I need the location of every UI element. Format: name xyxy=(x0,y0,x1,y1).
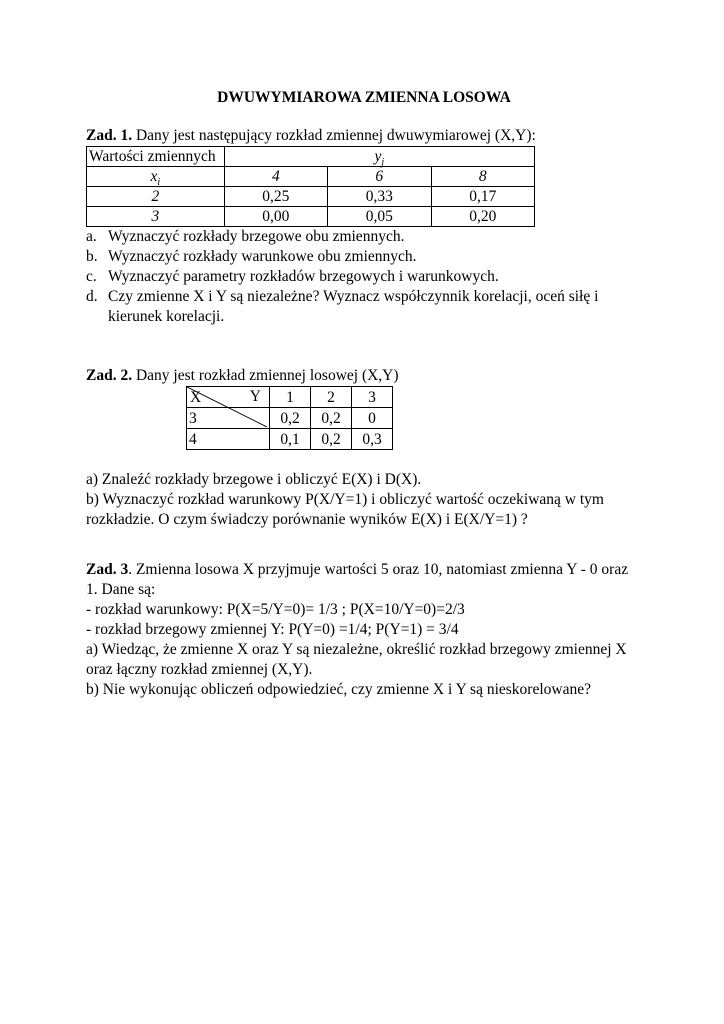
prob-cell: 0,2 xyxy=(270,408,311,429)
task-1-intro: Zad. 1. Dany jest następujący rozkład zmiennej dwuwymiarowej (X,Y): xyxy=(86,127,536,144)
y-axis-label: Y xyxy=(249,388,261,405)
prob-cell: 0,17 xyxy=(431,187,534,207)
table-corner-cell: Wartości zmiennych xyxy=(87,147,225,167)
table-row xyxy=(87,187,535,207)
task-3-line-1: - rozkład warunkowy: P(X=5/Y=0)= 1/3 ; P(X=10/Y=0)=2/3 xyxy=(86,601,465,618)
list-item: b. Wyznaczyć rozkłady warunkowe obu zmiennych. xyxy=(86,248,417,265)
y-value-cell: 1 xyxy=(270,387,311,408)
prob-cell: 0 xyxy=(352,408,393,429)
prob-cell: 0,33 xyxy=(328,187,431,207)
task-3-intro: Zad. 3. Zmienna losowa X przyjmuje wartości 5 oraz 10, natomiast zmienna Y - 0 oraz 1. Dane są: xyxy=(86,561,629,598)
table-row xyxy=(87,207,535,227)
task-2 xyxy=(86,366,642,530)
table-row xyxy=(187,429,393,450)
diagonal-header-cell xyxy=(187,387,270,408)
y-value-cell: 3 xyxy=(352,387,393,408)
task-2-part-b: b) Wyznaczyć rozkład warunkowy P(X/Y=1) i obliczyć wartość oczekiwaną w tym rozkładzie. O czym świadczy porównanie wyników E(X) i E(X/Y=1) ? xyxy=(86,491,604,528)
y-value-cell: 4 xyxy=(224,167,327,187)
x-value-cell: 3 xyxy=(187,408,270,429)
prob-cell: 0,1 xyxy=(270,429,311,450)
y-value-cell: 8 xyxy=(431,167,534,187)
prob-cell: 0,20 xyxy=(431,207,534,227)
x-value-cell: 4 xyxy=(187,429,270,450)
x-value-cell: 2 xyxy=(87,187,225,207)
list-item: c. Wyznaczyć parametry rozkładów brzegowych i warunkowych. xyxy=(86,268,499,285)
list-item: d. Czy zmienne X i Y są niezależne? Wyznacz współczynnik korelacji, oceń siłę i kierunek korelacji. xyxy=(86,288,599,325)
prob-cell: 0,25 xyxy=(224,187,327,207)
list-item: a. Wyznaczyć rozkłady brzegowe obu zmiennych. xyxy=(86,228,405,245)
prob-cell: 0,2 xyxy=(311,408,352,429)
y-value-cell: 2 xyxy=(311,387,352,408)
task-2-table xyxy=(186,386,393,450)
task-3-line-2: - rozkład brzegowy zmiennej Y: P(Y=0) =1/4; P(Y=1) = 3/4 xyxy=(86,621,459,638)
task-3-part-b: b) Nie wykonując obliczeń odpowiedzieć, czy zmienne X i Y są nieskorelowane? xyxy=(86,681,591,698)
document-title: DWUWYMIAROWA ZMIENNA LOSOWA xyxy=(217,89,511,106)
prob-cell: 0,00 xyxy=(224,207,327,227)
x-value-cell: 3 xyxy=(87,207,225,227)
task-3-part-a: a) Wiedząc, że zmienne X oraz Y są niezależne, określić rozkład brzegowy zmiennej X oraz łączny rozkład zmiennej (X,Y). xyxy=(86,641,627,678)
task-1-label: Zad. 1. xyxy=(86,127,133,144)
x-axis-label: X xyxy=(190,389,202,406)
task-2-intro: Zad. 2. Dany jest rozkład zmiennej losowej (X,Y) xyxy=(86,367,399,384)
task-1 xyxy=(86,126,642,327)
task-1-items xyxy=(86,227,642,327)
task-3-label: Zad. 3 xyxy=(86,561,129,578)
y-value-cell: 6 xyxy=(328,167,431,187)
y-header-cell: $y_j$ xyxy=(224,147,534,167)
task-2-label: Zad. 2. xyxy=(86,367,133,384)
prob-cell: 0,05 xyxy=(328,207,431,227)
task-2-part-a: a) Znaleźć rozkłady brzegowe i obliczyć E(X) i D(X). xyxy=(86,471,422,488)
prob-cell: 0,2 xyxy=(311,429,352,450)
task-3 xyxy=(86,560,642,700)
x-header-cell: $x_i$ xyxy=(87,167,225,187)
prob-cell: 0,3 xyxy=(352,429,393,450)
task-1-table xyxy=(86,146,535,227)
